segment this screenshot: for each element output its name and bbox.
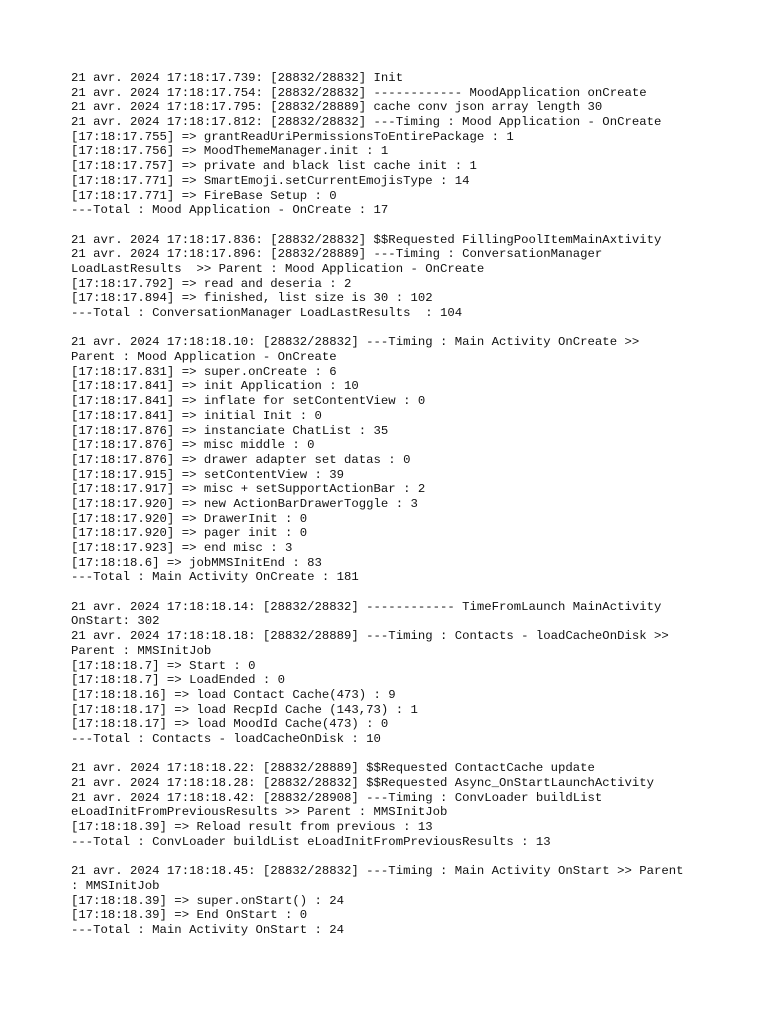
log-line: [17:18:17.831] => super.onCreate : 6	[71, 364, 337, 379]
log-line: [17:18:17.756] => MoodThemeManager.init : 1	[71, 144, 389, 159]
log-line: [17:18:18.7] => Start : 0	[71, 658, 256, 673]
log-total-line: ---Total : ConversationManager LoadLastResults : 104	[71, 306, 463, 320]
log-total-line: ---Total : Mood Application - OnCreate : 17	[71, 203, 389, 218]
log-line: Parent : MMSInitJob	[71, 643, 212, 658]
log-line: 21 avr. 2024 17:18:18.22: [28832/28889] $$Requested ContactCache update	[71, 761, 595, 776]
log-line: [17:18:17.915] => setContentView : 39	[71, 467, 345, 482]
log-line: Parent : Mood Application - OnCreate	[71, 350, 337, 365]
log-line: 21 avr. 2024 17:18:17.739: [28832/28832] Init	[71, 71, 404, 85]
log-line: [17:18:17.876] => drawer adapter set datas : 0	[71, 452, 411, 467]
log-line: eLoadInitFromPreviousResults >> Parent : MMSInitJob	[71, 805, 448, 820]
log-line: [17:18:18.39] => super.onStart() : 24	[71, 893, 345, 908]
log-block-init	[71, 71, 731, 218]
log-line: 21 avr. 2024 17:18:18.10: [28832/28832] ---Timing : Main Activity OnCreate >>	[71, 335, 640, 350]
log-line: [17:18:17.923] => end misc : 3	[71, 541, 293, 555]
log-block-contacts-cache	[71, 600, 731, 747]
log-line: [17:18:18.39] => Reload result from previous : 13	[71, 820, 433, 835]
log-line: [17:18:17.920] => DrawerInit : 0	[71, 511, 308, 526]
log-block-main-activity-onstart	[71, 864, 731, 937]
log-block-conv-loader	[71, 761, 731, 849]
log-line: [17:18:17.917] => misc + setSupportActionBar : 2	[71, 482, 426, 497]
log-line: [17:18:18.17] => load MoodId Cache(473) : 0	[71, 717, 389, 732]
log-line: 21 avr. 2024 17:18:17.896: [28832/28889] ---Timing : ConversationManager	[71, 247, 603, 262]
log-line: [17:18:17.841] => initial Init : 0	[71, 408, 322, 423]
log-line: 21 avr. 2024 17:18:18.42: [28832/28908] ---Timing : ConvLoader buildList	[71, 790, 603, 805]
log-line: [17:18:17.920] => new ActionBarDrawerToggle : 3	[71, 496, 418, 511]
log-block-main-activity-oncreate	[71, 335, 731, 585]
log-line: [17:18:18.7] => LoadEnded : 0	[71, 673, 286, 688]
log-line: [17:18:17.894] => finished, list size is 30 : 102	[71, 291, 433, 306]
log-line: 21 avr. 2024 17:18:17.836: [28832/28832] $$Requested FillingPoolItemMainAxtivity	[71, 232, 662, 247]
log-line: 21 avr. 2024 17:18:17.795: [28832/28889] cache conv json array length 30	[71, 100, 603, 115]
log-line: 21 avr. 2024 17:18:18.18: [28832/28889] ---Timing : Contacts - loadCacheOnDisk >>	[71, 629, 669, 644]
log-line: [17:18:17.792] => read and deseria : 2	[71, 276, 352, 291]
log-line: [17:18:17.755] => grantReadUriPermissionsToEntirePackage : 1	[71, 129, 514, 144]
log-total-line: ---Total : Main Activity OnCreate : 181	[71, 570, 359, 585]
log-total-line: ---Total : Main Activity OnStart : 24	[71, 922, 345, 937]
log-line: [17:18:17.757] => private and black list cache init : 1	[71, 159, 477, 174]
log-line: LoadLastResults >> Parent : Mood Application - OnCreate	[71, 261, 485, 276]
log-line: [17:18:17.920] => pager init : 0	[71, 526, 308, 541]
log-total-line: ---Total : Contacts - loadCacheOnDisk : 10	[71, 731, 381, 746]
log-document	[71, 71, 731, 952]
log-line: [17:18:18.16] => load Contact Cache(473) : 9	[71, 687, 396, 702]
log-line: [17:18:17.841] => init Application : 10	[71, 379, 359, 394]
log-line: [17:18:17.876] => misc middle : 0	[71, 438, 315, 453]
log-line: 21 avr. 2024 17:18:18.14: [28832/28832] ------------ TimeFromLaunch MainActivity	[71, 599, 662, 614]
log-line: [17:18:18.6] => jobMMSInitEnd : 83	[71, 555, 322, 570]
log-line: 21 avr. 2024 17:18:17.754: [28832/28832] ------------ MoodApplication onCreate	[71, 85, 647, 100]
log-line: 21 avr. 2024 17:18:17.812: [28832/28832] ---Timing : Mood Application - OnCreate	[71, 115, 662, 130]
log-line: [17:18:17.771] => FireBase Setup : 0	[71, 188, 337, 203]
log-block-conversation-manager	[71, 233, 731, 321]
log-line: : MMSInitJob	[71, 878, 160, 893]
log-line: [17:18:18.39] => End OnStart : 0	[71, 908, 308, 923]
log-line: 21 avr. 2024 17:18:18.45: [28832/28832] ---Timing : Main Activity OnStart >> Parent	[71, 864, 684, 879]
log-line: [17:18:17.876] => instanciate ChatList : 35	[71, 423, 389, 438]
log-line: [17:18:18.17] => load RecpId Cache (143,73) : 1	[71, 702, 418, 717]
log-line: [17:18:17.841] => inflate for setContentView : 0	[71, 394, 426, 409]
log-total-line: ---Total : ConvLoader buildList eLoadInitFromPreviousResults : 13	[71, 834, 551, 849]
log-line: [17:18:17.771] => SmartEmoji.setCurrentEmojisType : 14	[71, 173, 470, 188]
log-line: 21 avr. 2024 17:18:18.28: [28832/28832] $$Requested Async_OnStartLaunchActivity	[71, 776, 654, 790]
log-line: OnStart: 302	[71, 614, 160, 629]
